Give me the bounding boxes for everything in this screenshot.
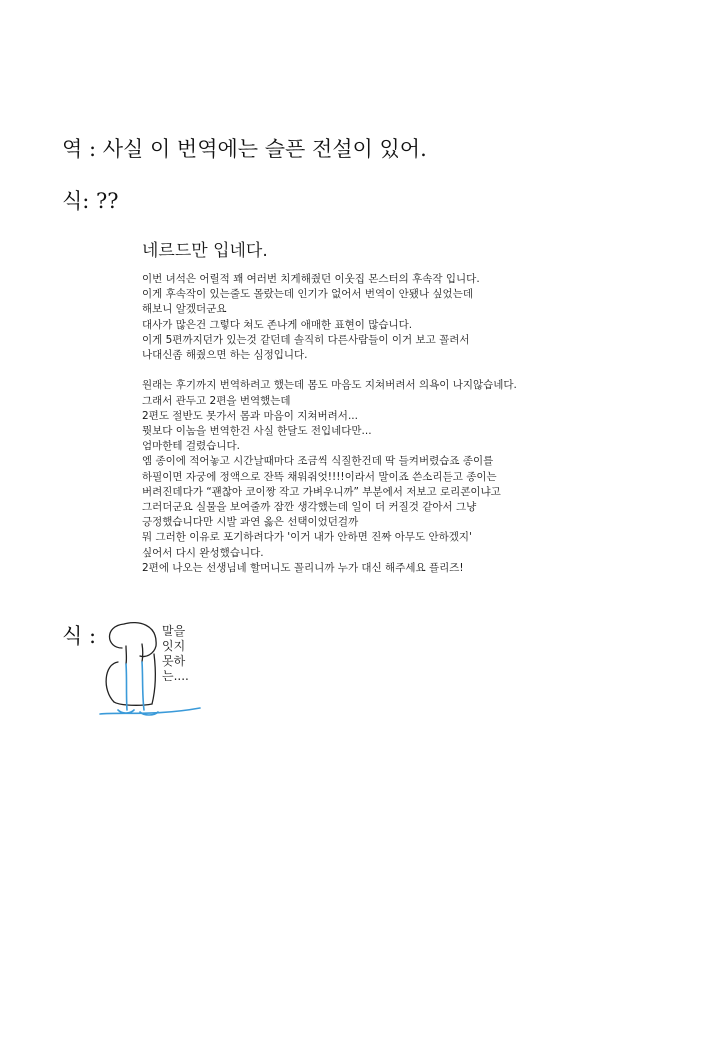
body-right xyxy=(152,654,155,704)
note-line: 뭣보다 이놈을 번역한건 사실 한달도 전입네다만... xyxy=(142,425,372,438)
note-line: 이게 후속작이 있는줄도 몰랐는데 인기가 없어서 번역이 안됐나 싶었는데 xyxy=(142,288,473,301)
note-line: 엄마한테 걸렸습니다. xyxy=(142,440,240,453)
note-line: 원래는 후기까지 번역하려고 했는데 몸도 마음도 지쳐버려서 의욕이 나지않습네다. xyxy=(142,379,517,392)
speech-line: 말을 xyxy=(162,624,186,638)
speech-line: 못하 xyxy=(162,654,186,668)
speech-line: 잇지 xyxy=(162,639,186,653)
note-line: 뭐 그러한 이유로 포기하려다가 '이거 내가 안하면 진짜 아무도 안하겠지' xyxy=(142,531,472,544)
note-body xyxy=(138,272,608,576)
note-line: 이게 5편까지던가 있는것 같던데 솔직히 다른사람들이 이거 보고 꼴려서 xyxy=(142,333,470,346)
head-outline xyxy=(110,623,157,657)
note-line: 싶어서 다시 완성했습니다. xyxy=(142,546,264,559)
speech-line: 는.... xyxy=(162,669,189,683)
tear-stream-left xyxy=(126,664,127,710)
note-line: 해보니 알겠더군요 xyxy=(142,303,227,316)
note-line: 그래서 관두고 2편을 번역했는데 xyxy=(142,394,291,407)
tear-puddle-ripple xyxy=(118,710,134,713)
note-line: 버려진데다가 “괜찮아 코이짱 작고 가벼우니까” 부분에서 저보고 로리콘이냐고 xyxy=(142,485,501,498)
tear-stream-right xyxy=(142,662,144,710)
body-bottom xyxy=(114,702,152,705)
note-line: 하필이면 자궁에 정액으로 잔뜩 채워줘엇!!!!이라서 말이죠 쓴소리듣고 종이는 xyxy=(142,470,497,483)
dialogue-line-translator: 역 : 사실 이 번역에는 슬픈 전설이 있어. xyxy=(62,137,427,161)
eye-right xyxy=(142,644,143,662)
note-line: 긍정했습니다만 시발 과연 옳은 선택이었던걸까 xyxy=(142,516,359,529)
note-line: 나대신좀 해줬으면 하는 심정입니다. xyxy=(142,349,308,362)
note-line: 대사가 많은건 그렇다 쳐도 존나게 애매한 표현이 많습니다. xyxy=(142,318,413,331)
note-line: 2편도 절반도 못가서 몸과 마음이 지쳐버려서... xyxy=(142,409,358,422)
dialogue-line-typesetter-reply: 식 : xyxy=(62,624,97,648)
body-left xyxy=(106,662,118,702)
note-title: 네르드만 입네다. xyxy=(142,241,268,261)
translator-note xyxy=(138,240,608,576)
note-line: 이번 녀석은 어릴적 꽤 여러번 치게해줬던 이웃집 몬스터의 후속작 입니다. xyxy=(142,273,480,285)
note-line xyxy=(142,363,608,378)
speech-text xyxy=(162,624,202,684)
note-line: 엠 종이에 적어놓고 시간날때마다 조금씩 식질한건데 딱 들켜버렸습죠 종이를 xyxy=(142,455,494,468)
tear-puddle xyxy=(100,708,200,714)
dialogue-line-typesetter: 식: ?? xyxy=(62,189,119,213)
note-line: 그러더군요 실물을 보여줄까 잠깐 생각했는데 일이 더 커질것 같아서 그냥 xyxy=(142,501,477,514)
note-line: 2편에 나오는 선생님네 할머니도 꼴리니까 누가 대신 해주세요 플리즈! xyxy=(142,561,464,574)
